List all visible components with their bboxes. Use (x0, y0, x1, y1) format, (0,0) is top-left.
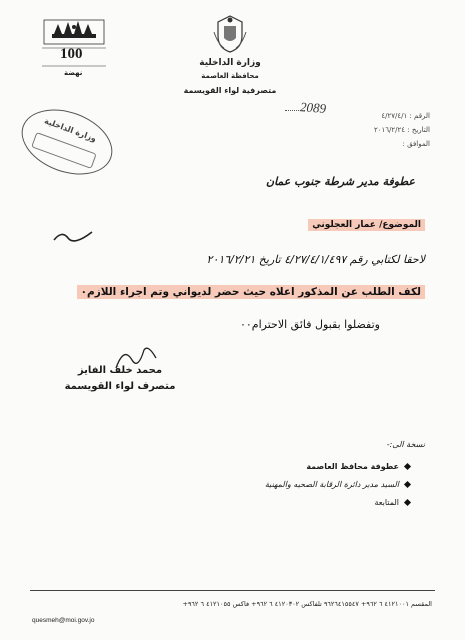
logo-caption: نهضة (64, 69, 83, 77)
district-name: متصرفية لواء القويسمة (183, 86, 277, 95)
subject-text: الموضوع/ عمار العجلوني (308, 219, 425, 231)
signatory-name: محمد خلف الفايز (77, 365, 163, 376)
copies-item-2: السيد مدير دائرة الرقابة الصحيه والمهنية (200, 480, 410, 489)
ref-value: ٤/٢٧/٤/١ (381, 112, 408, 120)
bullet-icon (404, 463, 411, 470)
date-label: التاريخ (411, 126, 430, 134)
handwritten-mark (285, 102, 305, 111)
signatory-title: متصرف لواء القويسمة (64, 381, 176, 392)
logo-number: 100 (60, 46, 83, 62)
copies-item-3: المتابعة (220, 498, 410, 507)
bullet-icon (404, 499, 411, 506)
handwritten-ref: 2089 (299, 99, 327, 116)
hijri-row: الموافق : (402, 140, 430, 148)
ref-row: الرقم : ٤/٢٧/٤/١ (381, 112, 430, 120)
stamp-text: وزارة الداخلية (43, 116, 98, 144)
body-line-2: لكف الطلب عن المذكور اعلاه حيث حضر لديواني وتم اجراء اللازم٠ (77, 285, 425, 299)
copies-item-1: عطوفة محافظ العاصمة (220, 462, 410, 471)
official-stamp (13, 98, 122, 187)
bullet-icon (404, 481, 411, 488)
ministry-name: وزارة الداخلية (199, 58, 261, 68)
subject-line (250, 212, 425, 231)
footer-contacts: المقسم ٤١٢١٠٠١ ٦ ٩٦٢+ ٩٦٢٦٤١٥٥٤٧ تلفاكس ٤١٢٠٣٠٢ ٦ ٩٦٢+ فاكس ٤١٢١٠٥٥ ٦ ٩٦٢+ (182, 600, 432, 608)
date-row: التاريخ : ٢٠١٦/٢/٢٤ (373, 126, 430, 134)
footer-email: quesmeh@moi.gov.jo (32, 617, 95, 624)
ref-label: الرقم (414, 112, 430, 120)
body-line-2-wrap (30, 280, 425, 299)
governorate-name: محافظة العاصمة (201, 72, 259, 80)
addressee: عطوفة مدير شرطة جنوب عمان (266, 175, 415, 188)
footer-rule (30, 590, 435, 591)
closing: وتفضلوا بقبول فائق الاحترام٠٠ (239, 318, 380, 331)
hijri-label: الموافق (407, 140, 430, 148)
copies-label: نسخة الى:- (386, 440, 425, 449)
body-line-1: لاحقا لكتابي رقم ٤/٢٧/٤/١/٤٩٧ تاريخ ٢٠١٦/٢/٢١ (206, 253, 425, 266)
coat-of-arms-icon (212, 14, 248, 54)
date-value: ٢٠١٦/٢/٢٤ (373, 126, 406, 134)
handwritten-checkmark (52, 226, 94, 252)
